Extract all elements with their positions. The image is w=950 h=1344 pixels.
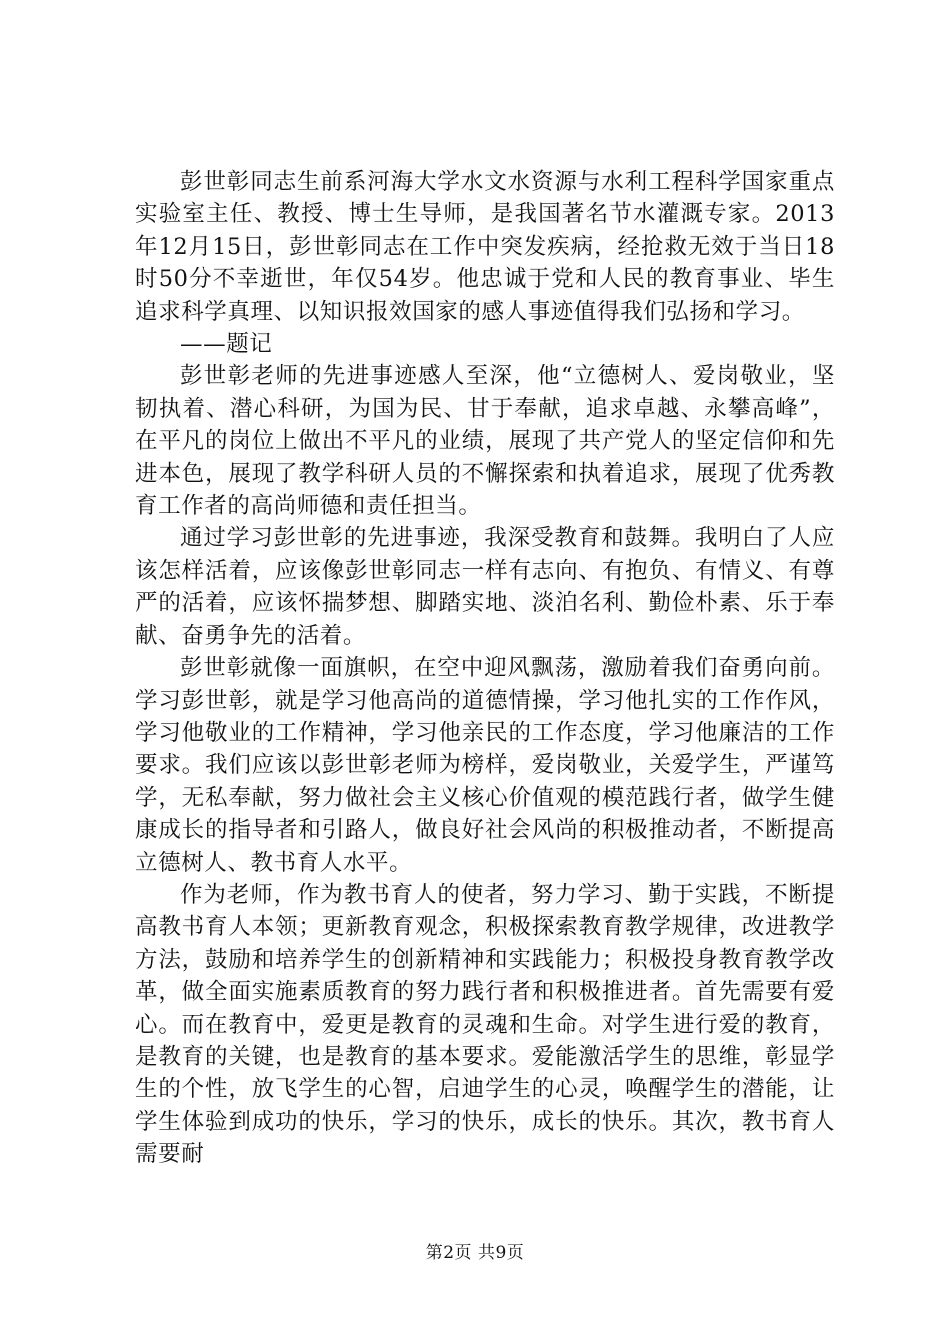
inscription-label: ——题记 (180, 331, 273, 358)
page-number-footer: 第2页 共9页 (425, 1243, 525, 1263)
document-body (135, 166, 835, 1171)
paragraph-intro: 彭世彰同志生前系河海大学水文水资源与水利工程科学国家重点实验室主任、教授、博士生导师，是我国著名节水灌溉专家。2013年12月15日，彭世彰同志在工作中突发疾病，经抢救无效于当日18时50分不幸逝世，年仅54岁。他忠诚于党和人民的教育事业、毕生追求科学真理、以知识报效国家的感人事迹值得我们弘扬和学习。 (135, 169, 835, 325)
paragraph-flag: 彭世彰就像一面旗帜，在空中迎风飘荡，激励着我们奋勇向前。学习彭世彰，就是学习他高尚的道德情操，学习他扎实的工作作风，学习他敬业的工作精神，学习他亲民的工作态度，学习他廉洁的工作要求。我们应该以彭世彰老师为榜样，爱岗敬业，关爱学生，严谨笃学，无私奉献，努力做社会主义核心价值观的模范践行者，做学生健康成长的指导者和引路人，做良好社会风尚的积极推动者，不断提高立德树人、教书育人水平。 (135, 655, 835, 876)
paragraph-learning: 通过学习彭世彰的先进事迹，我深受教育和鼓舞。我明白了人应该怎样活着，应该像彭世彰同志一样有志向、有抱负、有情义、有尊严的活着，应该怀揣梦想、脚踏实地、淡泊名利、勤俭朴素、乐于奉献、奋勇争先的活着。 (135, 525, 835, 649)
paragraph-teacher: 作为老师，作为教书育人的使者，努力学习、勤于实践，不断提高教书育人本领；更新教育观念，积极探索教育教学规律，改进教学方法，鼓励和培养学生的创新精神和实践能力；积极投身教育教学改革，做全面实施素质教育的努力践行者和积极推进者。首先需要有爱心。而在教育中，爱更是教育的灵魂和生命。对学生进行爱的教育，是教育的关键，也是教育的基本要求。爱能激活学生的思维，彰显学生的个性，放飞学生的心智，启迪学生的心灵，唤醒学生的潜能，让学生体验到成功的快乐，学习的快乐，成长的快乐。其次，教书育人需要耐 (135, 881, 835, 1168)
paragraph-deeds: 彭世彰老师的先进事迹感人至深，他“立德树人、爱岗敬业，坚韧执着、潜心科研，为国为民、甘于奉献，追求卓越、永攀高峰”，在平凡的岗位上做出不平凡的业绩，展现了共产党人的坚定信仰和先进本色，展现了教学科研人员的不懈探索和执着追求，展现了优秀教育工作者的高尚师德和责任担当。 (135, 363, 835, 520)
